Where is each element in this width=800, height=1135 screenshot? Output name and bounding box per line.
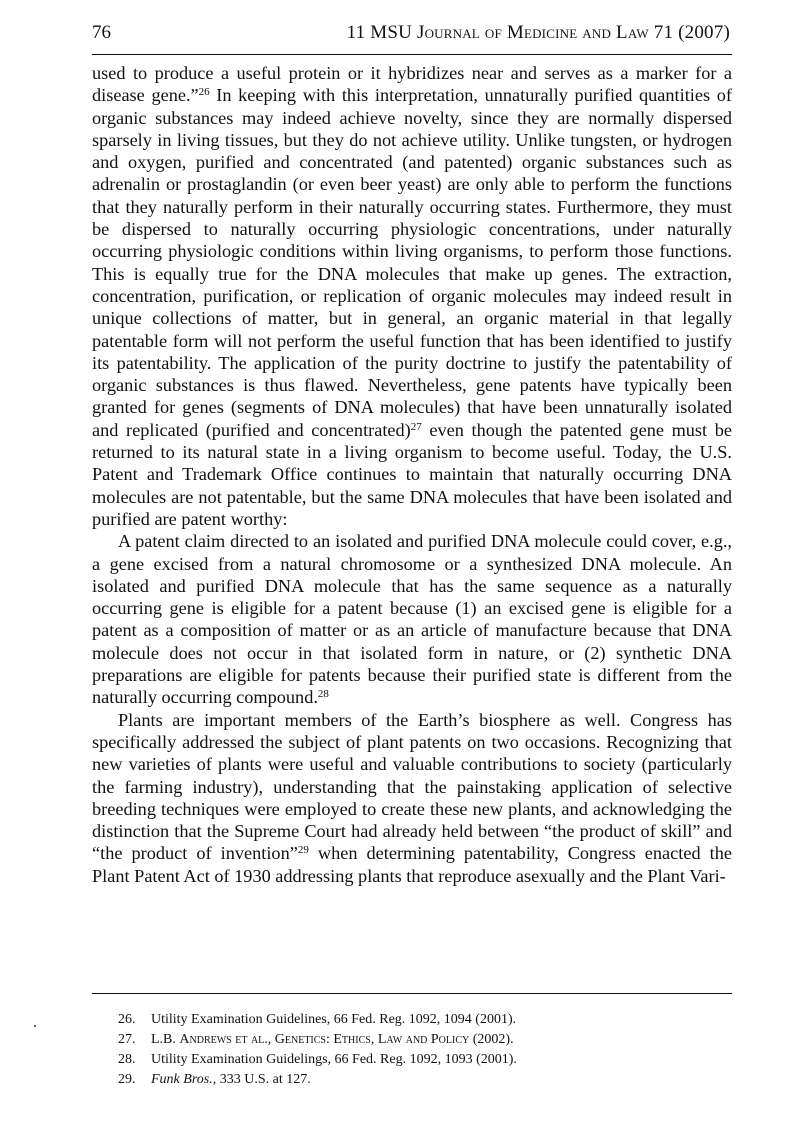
paragraph-1: used to produce a useful protein or it hybridizes near and serves as a marker for a disease gene.”$^{26}$ In keeping with this interpretation, unnaturally purified quantities of organic substances may indeed achieve novelty, since they are normally dispersed sparsely in living tissues, but they do not achieve utility. Unlike tungsten, or hydrogen and oxygen, purified and concentrated (and patented) organic substances such as adrenalin or prostaglandin (or even beer yeast) are only able to perform the functions that they naturally perform in their naturally occurring states. Furthermore, they must be dispersed to naturally occurring physiologic concentrations, under naturally occurring physiologic conditions within living organisms, to perform those functions. This is equally true for the DNA molecules that make up genes. The extraction, concentration, purification, or replication of organic molecules may indeed result in unique collections of matter, but in general, an organic material in that legally patentable form will not perform the useful function that has been identified to justify its patentability. The application of the purity doctrine to justify the patentability of organic substances is thus flawed. Nevertheless, gene patents have typically been granted for genes (segments of DNA molecules) that have been unnaturally isolated and replicated (purified and concentrated)$^{27}$ even though the patented gene must be returned to its natural state in a living organism to become useful. Today, the U.S. Patent and Trademark Office continues to maintain that naturally occurring DNA molecules are not patentable, but the same DNA molecules that have been isolated and purified are patent worthy: <box>92 63 733 529</box>
footnote-27: 27. L.B. Andrews et al., Genetics: Ethics, Law and Policy (2002). <box>118 1032 514 1047</box>
footnote-29: 29. Funk Bros., 333 U.S. at 127. <box>118 1072 311 1087</box>
main-text <box>92 62 732 887</box>
page-number: 76 <box>92 22 111 43</box>
page-header <box>92 18 732 55</box>
footnote-ref-29[interactable]: 29 <box>297 844 309 857</box>
footnote-ref-26[interactable]: 26 <box>198 86 210 99</box>
footnote-28: 28. Utility Examination Guidelings, 66 Fed. Reg. 1092, 1093 (2001). <box>118 1052 517 1067</box>
block-quote: A patent claim directed to an isolated and purified DNA molecule could cover, e.g., a gene excised from a natural chromosome or a synthesized DNA molecule. An isolated and purified DNA molecule that has the same sequence as a naturally occurring gene is eligible for a patent because (1) an excised gene is eligible for a patent as a composition of matter or as an article of manufacture because that DNA molecule does not occur in that isolated form in nature, or (2) synthetic DNA preparations are eligible for patents because their purified state is different from the naturally occurring compound.$^{28}$ <box>92 531 732 708</box>
scan-speck <box>34 1025 36 1027</box>
footnote-ref-28[interactable]: 28 <box>317 688 329 701</box>
footnote-ref-27[interactable]: 27 <box>410 420 422 433</box>
footnotes <box>118 1010 718 1090</box>
paragraph-2: Plants are important members of the Earth’s biosphere as well. Congress has specifically addressed the subject of plant patents on two occasions. Recognizing that new varieties of plants were useful and valuable contributions to society (particularly the farming industry), understanding that the painstaking application of selective breeding techniques were employed to create these new plants, and acknowledging the distinction that the Supreme Court had already held between “the product of skill” and “the product of invention”$^{29}$ when determining patentability, Congress enacted the Plant Patent Act of 1930 addressing plants that reproduce asexually and the Plant Vari- <box>92 709 732 886</box>
footnote-26: 26. Utility Examination Guidelines, 66 Fed. Reg. 1092, 1094 (2001). <box>118 1012 517 1027</box>
footnote-divider <box>92 993 732 994</box>
running-head: 11 MSU Journal of Medicine and Law 71 (2007) <box>346 22 730 43</box>
